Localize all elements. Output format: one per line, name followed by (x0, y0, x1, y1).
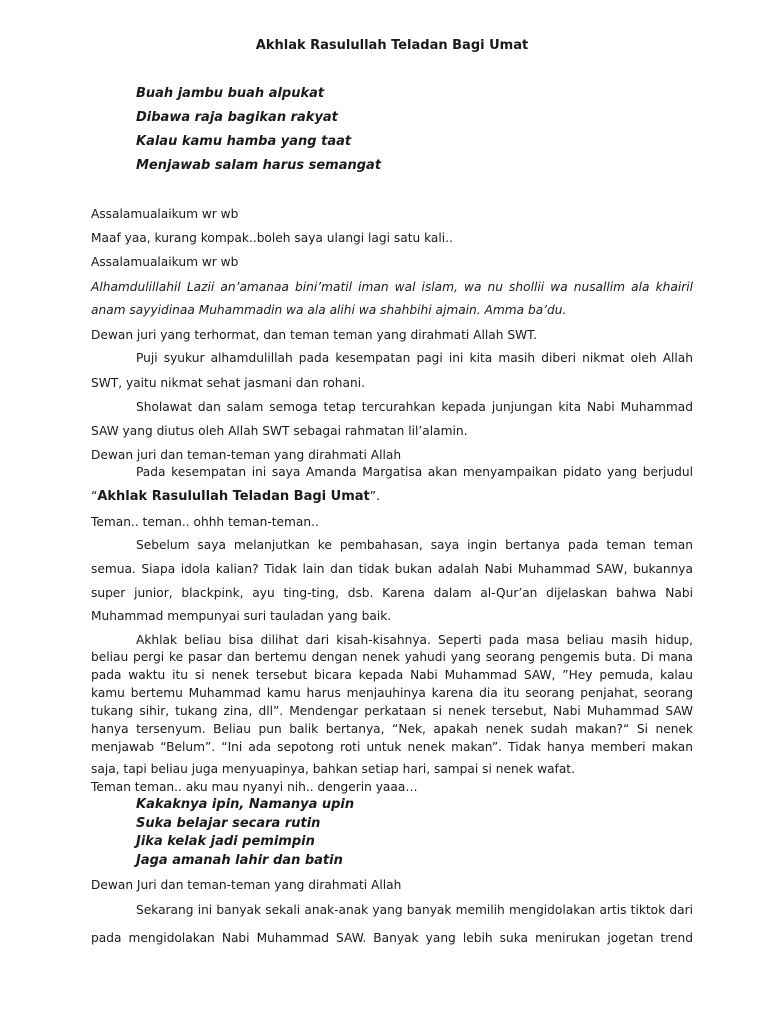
speech-title-line (91, 489, 380, 504)
pantun-line: Menjawab salam harus semangat (136, 158, 382, 173)
paragraph-line: pada mengidolakan Nabi Muhammad SAW. Banyak yang lebih suka menirukan jogetan trend (91, 931, 693, 945)
greeting-line: Assalamualaikum wr wb (91, 255, 239, 269)
paragraph-line: Teman teman.. aku mau nyanyi nih.. dengerin yaaa… (91, 780, 418, 794)
greeting-line: Assalamualaikum wr wb (91, 207, 239, 221)
paragraph-line: Akhlak beliau bisa dilihat dari kisah-kisahnya. Seperti pada masa beliau masih hidup, (136, 633, 693, 647)
pantun-line: Jika kelak jadi pemimpin (136, 834, 315, 849)
paragraph-line: tukang sihir, tukang zina, dll”. Mendengar perkataan si nenek tersebut, Nabi Muhammad SAW (91, 704, 693, 718)
prayer-line: Alhamdulillahil Lazii an’amanaa bini’matil iman wal islam, wa nu shollii wa nusallim ala khairil (91, 280, 693, 294)
document-title: Akhlak Rasulullah Teladan Bagi Umat (255, 38, 529, 53)
paragraph-line: kamu bertemu Muhammad kamu harus menjauhinya karena dia itu seorang penjahat, seorang (91, 686, 693, 700)
pantun-line: Jaga amanah lahir dan batin (136, 852, 343, 868)
pantun-line: Dibawa raja bagikan rakyat (136, 110, 338, 125)
address-line: Dewan juri yang terhormat, dan teman teman yang dirahmati Allah SWT. (91, 328, 538, 342)
paragraph-line: beliau pergi ke pasar dan bertemu dengan nenek yahudi yang seorang pengemis buta. Di mana (91, 650, 693, 664)
paragraph-line: Sebelum saya melanjutkan ke pembahasan, saya ingin bertanya pada teman teman (136, 538, 693, 552)
apology-line: Maaf yaa, kurang kompak..boleh saya ulangi lagi satu kali.. (91, 231, 453, 245)
paragraph-line: Puji syukur alhamdulillah pada kesempatan pagi ini kita masih diberi nikmat oleh Allah (136, 351, 693, 365)
pantun-line: Suka belajar secara rutin (136, 815, 321, 831)
paragraph-line: semua. Siapa idola kalian? Tidak lain dan tidak bukan adalah Nabi Muhammad SAW, bukannya (91, 562, 693, 576)
paragraph-line: menjawab “Belum”. “Ini ada sepotong roti untuk nenek makan”. Tidak hanya memberi makan (91, 740, 693, 754)
quote-close: ”. (369, 489, 380, 503)
paragraph-line: pada waktu itu si nenek tersebut bicara kepada Nabi Muhammad SAW, ”Hey pemuda, kalau (91, 668, 693, 682)
paragraph-line: Pada kesempatan ini saya Amanda Margatisa akan menyampaikan pidato yang berjudul (136, 465, 693, 479)
quote-open: “ (91, 489, 98, 503)
pantun-line: Kakaknya ipin, Namanya upin (136, 797, 355, 812)
address-line: Dewan juri dan teman-teman yang dirahmati Allah (91, 448, 402, 462)
paragraph-line: hanya tersenyum. Beliau pun balik bertanya, “Nek, apakah nenek sudah makan?“ Si nenek (91, 722, 693, 736)
address-line: Dewan Juri dan teman-teman yang dirahmati Allah (91, 878, 402, 892)
speech-title-inline: Akhlak Rasulullah Teladan Bagi Umat (97, 489, 370, 504)
pantun-line: Kalau kamu hamba yang taat (136, 134, 352, 149)
paragraph-line: Sekarang ini banyak sekali anak-anak yang banyak memilih mengidolakan artis tiktok dari (136, 903, 693, 917)
paragraph-line: Sholawat dan salam semoga tetap tercurahkan kepada junjungan kita Nabi Muhammad (136, 400, 693, 414)
opening-pantun (136, 82, 381, 178)
song-pantun (136, 796, 354, 870)
paragraph-line: SWT, yaitu nikmat sehat jasmani dan rohani. (91, 376, 365, 390)
paragraph-line: Muhammad mempunyai suri tauladan yang baik. (91, 609, 392, 623)
paragraph-line: super junior, blackpink, ayu ting-ting, dsb. Karena dalam al-Qur’an dijelaskan bahwa Nabi (91, 586, 693, 600)
paragraph-line: SAW yang diutus oleh Allah SWT sebagai rahmatan lil’alamin. (91, 424, 468, 438)
paragraph-line: Teman.. teman.. ohhh teman-teman.. (91, 515, 319, 529)
pantun-line: Buah jambu buah alpukat (136, 86, 325, 101)
paragraph-line: saja, tapi beliau juga menyuapinya, bahkan setiap hari, sampai si nenek wafat. (91, 762, 575, 776)
prayer-line: anam sayyidinaa Muhammadin wa ala alihi wa shahbihi ajmain. Amma ba’du. (91, 303, 567, 317)
